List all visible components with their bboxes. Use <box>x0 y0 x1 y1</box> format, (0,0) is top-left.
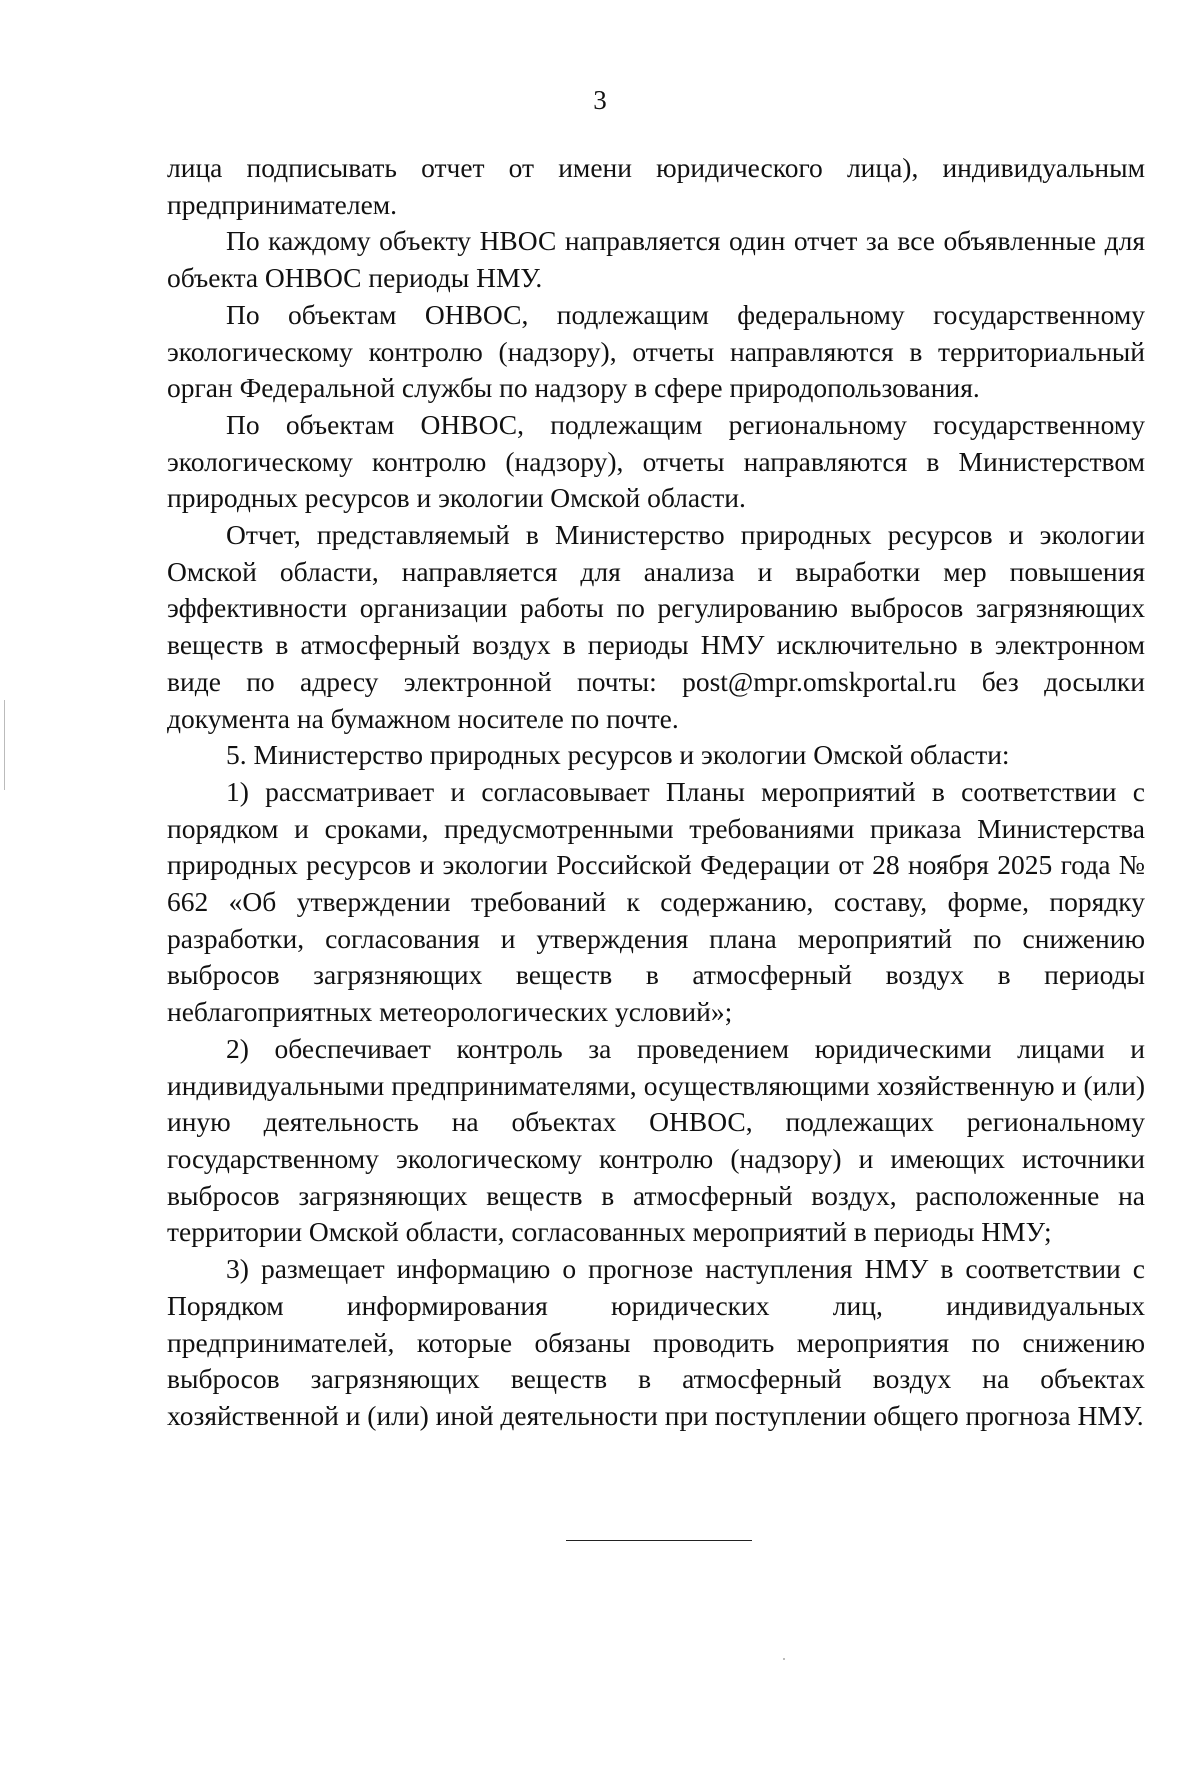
paragraph-item-1: 1) рассматривает и согласовывает Планы мероприятий в соответствии с порядком и сроками, предусмотренными требованиями приказа Министерства природных ресурсов и экологии Российской Федерации от 28 ноября 2025 года № 662 «Об утверждении требований к содержанию, составу, форме, порядку разработки, согласования и утверждения плана мероприятий по снижению выбросов загрязняющих веществ в атмосферный воздух в периоды неблагоприятных метеорологических условий»; <box>167 775 1145 1028</box>
scan-speck <box>783 1658 785 1660</box>
paragraph-item-2: 2) обеспечивает контроль за проведением юридическими лицами и индивидуальными предпринимателями, осуществляющими хозяйственную и (или) иную деятельность на объектах ОНВОС, подлежащих региональному государственному экологическому контролю (надзору) и имеющих источники выбросов загрязняющих веществ в атмосферный воздух, расположенные на территории Омской области, согласованных мероприятий в периоды НМУ; <box>167 1032 1145 1248</box>
page-number: 3 <box>593 85 607 115</box>
scan-speck <box>4 700 5 790</box>
paragraph-section-5-heading: 5. Министерство природных ресурсов и экологии Омской области: <box>226 739 1010 771</box>
paragraph-one-report: По каждому объекту НВОС направляется один отчет за все объявленные для объекта ОНВОС периоды НМУ. <box>167 225 1145 294</box>
paragraph-regional-control: По объектам ОНВОС, подлежащим региональному государственному экологическому контролю (надзору), отчеты направляются в Министерством природных ресурсов и экологии Омской области. <box>167 408 1145 514</box>
paragraph-federal-control: По объектам ОНВОС, подлежащим федеральному государственному экологическому контролю (надзору), отчеты направляются в территориальный орган Федеральной службы по надзору в сфере природопользования. <box>167 298 1145 404</box>
paragraph-report-submission: Отчет, представляемый в Министерство природных ресурсов и экологии Омской области, направляется для анализа и выработки мер повышения эффективности организации работы по регулированию выбросов загрязняющих веществ в атмосферный воздух в периоды НМУ исключительно в электронном виде по адресу электронной почты: post@mpr.omskportal.ru без досылки документа на бумажном носителе по почте. <box>167 519 1145 734</box>
document-body <box>167 150 1145 1435</box>
end-of-document-rule <box>566 1540 752 1541</box>
paragraph-continuation: лица подписывать отчет от имени юридического лица), индивидуальным предпринимателем. <box>167 152 1145 220</box>
paragraph-item-3: 3) размещает информацию о прогнозе наступления НМУ в соответствии с Порядком информирования юридических лиц, индивидуальных предпринимателей, которые обязаны проводить мероприятия по снижению выбросов загрязняющих веществ в атмосферный воздух на объектах хозяйственной и (или) иной деятельности при поступлении общего прогноза НМУ. <box>167 1253 1145 1431</box>
